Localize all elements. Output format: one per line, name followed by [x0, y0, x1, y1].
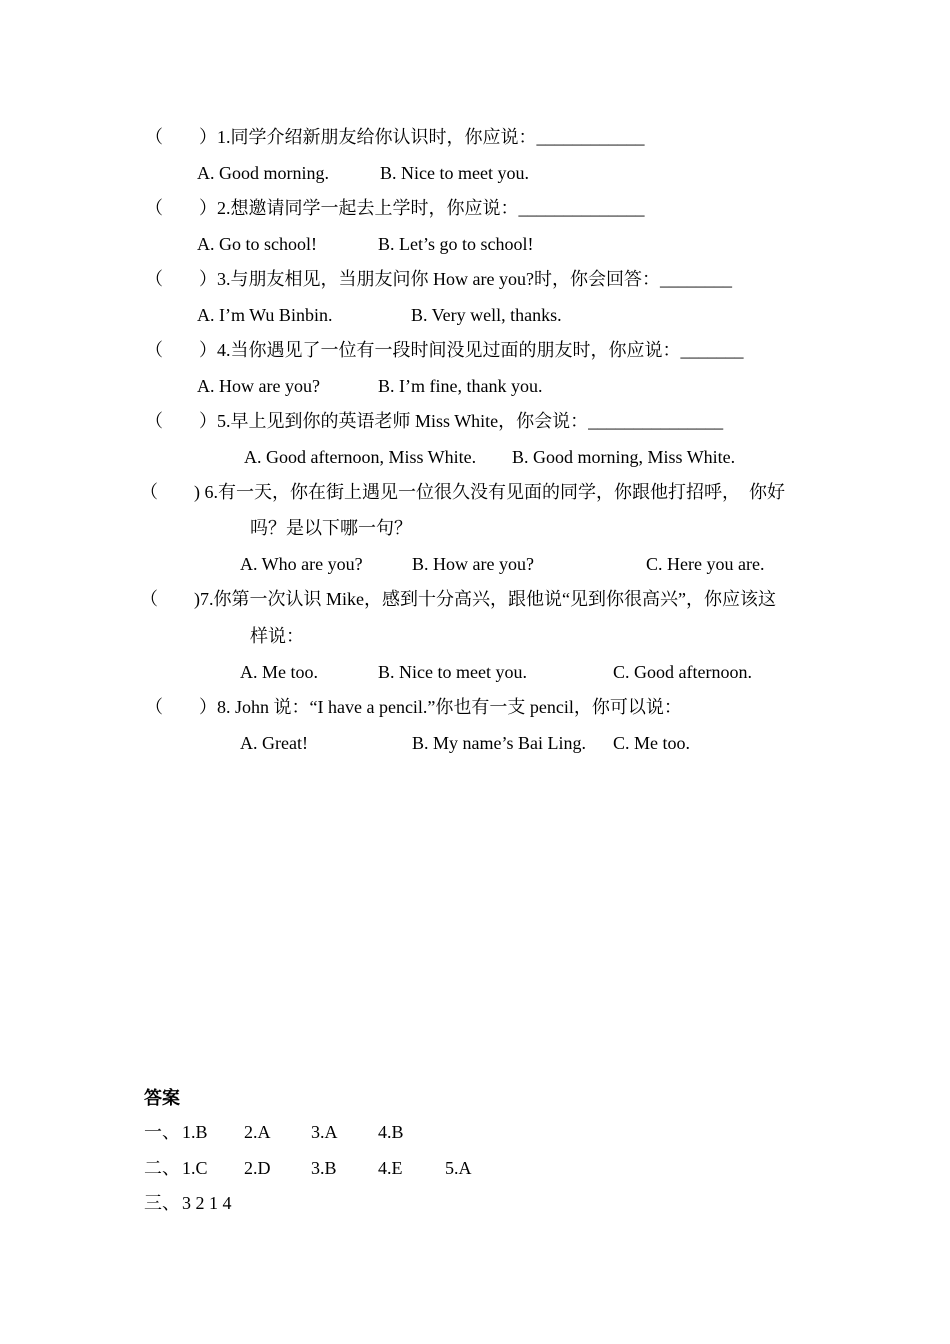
- question-6-stem-continued: 吗？是以下哪一句？: [250, 518, 412, 538]
- answers-part2-item: 1.C: [182, 1158, 208, 1178]
- question-7-option-c: C. Good afternoon.: [613, 662, 752, 682]
- question-7-stem: （ )7.你第一次认识 Mike，感到十分高兴，跟他说“见到你很高兴”，你应该这: [140, 589, 776, 609]
- question-2-stem: （ ）2.想邀请同学一起去上学时，你应说：______________: [145, 198, 645, 218]
- question-2-option-b: B. Let’s go to school!: [378, 234, 534, 254]
- answers-part2-item: 3.B: [311, 1158, 337, 1178]
- answers-part3-label: 三、: [144, 1193, 180, 1213]
- question-1-option-a: A. Good morning.: [197, 163, 329, 183]
- question-8-option-c: C. Me too.: [613, 733, 691, 753]
- question-7-option-b: B. Nice to meet you.: [378, 662, 527, 682]
- question-1-stem: （ ）1.同学介绍新朋友给你认识时，你应说：____________: [145, 127, 645, 147]
- question-5-option-b: B. Good morning, Miss White.: [512, 447, 736, 467]
- answers-part1-item: 1.B: [182, 1122, 208, 1142]
- answers-heading: 答案: [144, 1088, 180, 1108]
- question-8-stem: （ ）8. John 说：“I have a pencil.”你也有一支 pencil，你可以说：: [145, 697, 682, 717]
- answers-part2-item: 2.D: [244, 1158, 271, 1178]
- question-5-option-a: A. Good afternoon, Miss White.: [244, 447, 477, 467]
- question-8-option-b: B. My name’s Bai Ling.: [412, 733, 586, 753]
- question-4-option-b: B. I’m fine, thank you.: [378, 376, 543, 396]
- question-6-stem: （ ) 6.有一天，你在街上遇见一位很久没有见面的同学，你跟他打招呼， 你好: [140, 482, 785, 502]
- answers-part1-label: 一、: [144, 1122, 180, 1142]
- question-3-option-b: B. Very well, thanks.: [411, 305, 562, 325]
- question-5-stem: （ ）5.早上见到你的英语老师 Miss White，你会说：_______________: [145, 411, 724, 431]
- question-6-option-a: A. Who are you?: [240, 554, 363, 574]
- question-2-option-a: A. Go to school!: [197, 234, 317, 254]
- answers-part2-item: 5.A: [445, 1158, 472, 1178]
- question-7-option-a: A. Me too.: [240, 662, 318, 682]
- question-3-option-a: A. I’m Wu Binbin.: [197, 305, 333, 325]
- answers-part1-item: 3.A: [311, 1122, 338, 1142]
- question-3-stem: （ ）3.与朋友相见，当朋友问你 How are you?时，你会回答：________: [145, 269, 732, 289]
- question-4-stem: （ ）4.当你遇见了一位有一段时间没见过面的朋友时，你应说：_______: [145, 340, 744, 360]
- answers-part2-item: 4.E: [378, 1158, 403, 1178]
- question-7-stem-continued: 样说：: [250, 626, 304, 646]
- question-1-option-b: B. Nice to meet you.: [380, 163, 529, 183]
- answers-part1-item: 4.B: [378, 1122, 404, 1142]
- answers-part3-text: 3 2 1 4: [182, 1193, 232, 1213]
- question-4-option-a: A. How are you?: [197, 376, 320, 396]
- question-8-option-a: A. Great!: [240, 733, 308, 753]
- answers-part2-label: 二、: [144, 1158, 180, 1178]
- question-6-option-b: B. How are you?: [412, 554, 534, 574]
- answers-part1-item: 2.A: [244, 1122, 271, 1142]
- question-6-option-c: C. Here you are.: [646, 554, 765, 574]
